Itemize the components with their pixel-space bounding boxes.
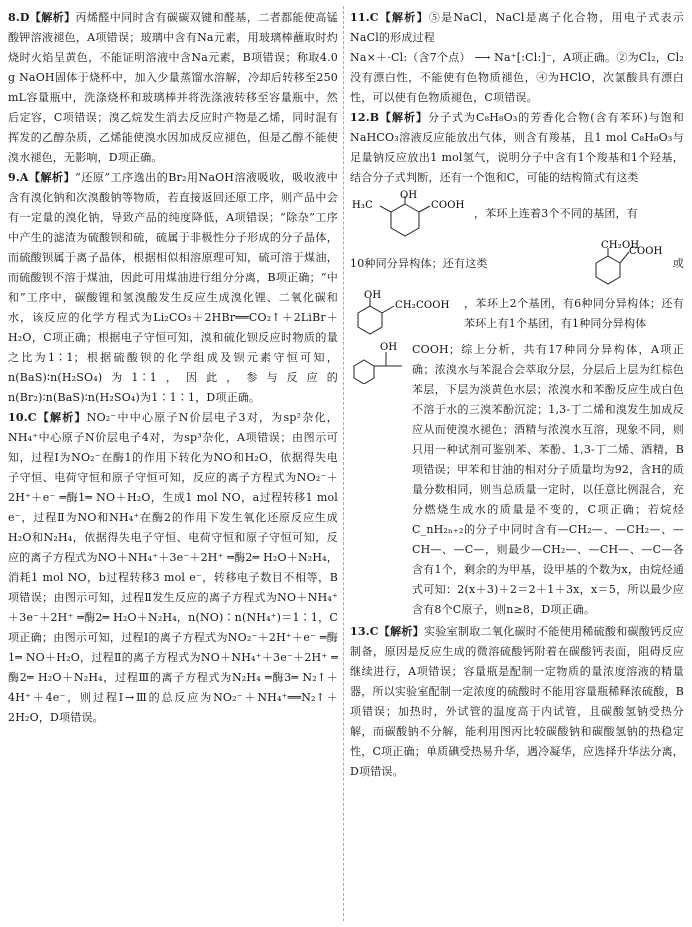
structure-figure-3 (350, 290, 684, 338)
answer-text: NO₂⁻中中心原子N价层电子3对，为sp²杂化，NH₄⁺中心原子N价层电子4对，为sp³杂化，A项错误；由图示可知，过程Ⅰ为NO₂⁻在酶1的作用下转化为NO和H₂O，依据得失电子守恒、电荷守恒和原子守恒可知，反应的离子方程式为NO₂⁻＋2H⁺＋e⁻ ═酶1═ NO＋H₂O，生成1 mol NO，a过程转移1 mol e⁻，过程Ⅱ为NO和NH₄⁺在酶2的作用下发生氧化还原反应生成H₂O和N₂H₄，依据得失电子守恒、电荷守恒和原子守恒可知，反应的离子方程式为NO＋NH₄⁺＋3e⁻＋2H⁺ ═酶2═ H₂O＋N₂H₄，消耗1 mol NO，b过程转移3 mol e⁻，转移电子数目不相等，B项错误；由图示可知，过程Ⅱ发生反应的离子方程式为NO＋NH₄⁺＋3e⁻＋2H⁺ ═酶2═ H₂O＋N₂H₄，n(NO)∶n(NH₄⁺)＝1∶1，C项正确；由图示可知，过程Ⅰ的离子方程式为NO₂⁻＋2H⁺＋e⁻ ═酶1═ NO＋H₂O，过程Ⅱ的离子方程式为NO＋NH₄⁺＋3e⁻＋2H⁺ ═酶2═ H₂O＋N₂H₄，过程Ⅲ的离子方程式为N₂H₄ ═酶3═ N₂↑＋4H⁺＋4e⁻，则过程Ⅰ→Ⅲ的总反应为NO₂⁻＋NH₄⁺══N₂↑＋2H₂O，D项错误。 (8, 411, 338, 724)
answer-text: 实验室制取二氧化碳时不能使用稀硫酸和碳酸钙反应制备，原因是反应生成的微溶硫酸钙附着在碳酸钙表面，阻碍反应继续进行，A项错误；容量瓶是配制一定物质的量浓度溶液的精量器，所以实验室配制一定浓度的硫酸时不能用容量瓶稀释浓硫酸，B项错误；加热时，外试管的温度高于内试管，且碳酸氢钠受热分解，而碳酸钠不分解，能利用图丙比较碳酸钠和碳酸氢钠的热稳定性，C项正确；单质碘受热易升华，遇冷凝华，应选择升华法分离，D项错误。 (350, 625, 684, 778)
right-column (350, 8, 684, 782)
analysis-tag: 【解析】 (379, 111, 429, 124)
answer-text: 丙烯醛中同时含有碳碳双键和醛基，二者都能使高锰酸钾溶液褪色，A项错误；玻璃中含有Na元素，用玻璃棒蘸取时灼烧时火焰呈黄色，不能证明溶液中含Na元素，B项错误；称取4.0 g NaOH固体于烧杯中，加入少量蒸馏水溶解，冷却后转移至250 mL容量瓶中，洗涤烧杯和玻璃棒并将洗涤液转移至容量瓶中，然后定容，C项错误；溴乙烷发生消去反应时产物是乙烯，同时混有挥发的乙醇杂质，乙烯能使溴水因加成反应褪色，但是乙醇不能使溴水褪色，无影响，D项正确。 (8, 11, 338, 164)
structure-figure-4 (350, 340, 684, 620)
label-oh: OH (400, 190, 418, 201)
question-number: 13.C (350, 625, 379, 638)
benzene-ring-icon (583, 240, 673, 288)
label-ch2oh: CH₂OH (600, 240, 640, 251)
answer-q13 (350, 622, 684, 782)
answer-text: 10种同分异构体；还有这类 (350, 257, 488, 270)
analysis-tag: 【解析】 (29, 11, 76, 24)
answer-text: ，苯环上2个基团，有6种同分异构体；还有苯环上有1个基团，有1种同分异构体 (464, 297, 684, 330)
structure-figure-1 (350, 190, 684, 238)
answer-text: COOH；综上分析，共有17种同分异构体，A项正确；浓溴水与苯混合会萃取分层，分层后上层为红棕色苯层，下层为淡黄色水层；浓溴水和苯酚反应生成白色不溶于水的三溴苯酚沉淀；1,3-丁二烯和溴发生加成反应从而使溴水褪色；酒精与浓溴水互溶，现象不同，则只用一种试剂可鉴别苯、苯酚、1,3-丁二烯、酒精，B项错误；甲苯和甘油的相对分子质量均为92，含H的质量分数相同，则当总质量一定时，以任意比例混合，充分燃烧生成水的质量是不变的，C项正确；若烷烃C_nH₂ₙ₊₂的分子中同时含有—CH₂—、—CH₂—、—CH—、—C—，则最少—CH₂—、—CH—、—C—各含有1个，剩余的为甲基，设甲基的个数为x，由烷烃通式可知：2(x＋3)＋2＝2＋1＋3x，x＝5，所以最少应含有8个C原子，则n≥8，D项正确。 (412, 343, 684, 616)
answer-text: 或 (672, 257, 684, 270)
question-number: 11.C (350, 11, 379, 24)
question-number: 10.C (8, 411, 37, 424)
answer-q9 (8, 168, 338, 408)
answer-q11 (350, 8, 684, 108)
benzene-ring-icon (350, 340, 408, 384)
benzene-ring-icon (350, 190, 470, 238)
benzene-ring-icon (350, 290, 460, 338)
label-ch2cooh: CH₂COOH (395, 300, 450, 311)
column-divider (343, 6, 344, 921)
answer-q10 (8, 408, 338, 728)
label-oh: OH (364, 290, 382, 301)
answer-q12 (350, 108, 684, 620)
answer-text: ，A项正确。②为Cl₂，Cl₂没有漂白性，不能使有色物质褪色，④为HClO，次氯酸具有漂白性，可以使有色物质褪色，C项错误。 (350, 51, 684, 104)
structure-figure-2 (350, 240, 684, 288)
label-oh: OH (380, 342, 398, 353)
label-ch3: H₃C (352, 200, 373, 211)
analysis-tag: 【解析】 (378, 625, 425, 638)
answer-text: ⑤是NaCl，NaCl是离子化合物，用电子式表示NaCl的形成过程 (350, 11, 684, 44)
analysis-tag: 【解析】 (28, 171, 76, 184)
answer-text: 分子式为C₈H₈O₃的芳香化合物(含有苯环)与饱和NaHCO₃溶液反应能放出气体，则含有羧基，且1 mol C₈H₈O₃与足量钠反应放出1 mol氢气，说明分子中含有1个羧基和1个羟基，结合分子式判断，还有一个饱和C，可能的结构简式有这类 (350, 111, 684, 184)
left-column (8, 8, 338, 728)
label-cooh: COOH (628, 246, 663, 257)
label-cooh: COOH (431, 200, 465, 211)
question-number: 12.B (350, 111, 380, 124)
answer-text: ，苯环上连着3个不同的基团，有 (474, 207, 638, 220)
electron-formula: Na×＋·Cl:（含7个点） ⟶ Na⁺[:Cl:]⁻ (350, 51, 552, 64)
question-number: 9.A (8, 171, 29, 184)
answer-text: “还原”工序逸出的Br₂用NaOH溶液吸收，吸收液中含有溴化钠和次溴酸钠等物质，若直接返回还原工序，则产品中会有一定量的溴化钠，导致产品的纯度降低，A项错误；“除杂”工序中产生的滤渣为硫酸钡和硫，硫属于非极性分子形成的分子晶体，而硫酸钡属于离子晶体，根据相似相溶原理可知，硫可溶于煤油，而硫酸钡不溶于煤油，因此可用煤油进行组分分离，B项正确；“中和”工序中，碳酸锂和氢溴酸发生反应生成溴化锂、二氧化碳和水，该反应的化学方程式为Li₂CO₃＋2HBr══CO₂↑＋2LiBr＋H₂O，C项正确；根据电子守恒可知，溴和硫化钡反应时物质的量之比为1∶1；根据硫酸钡的化学组成及钡元素守恒可知，n(BaS)∶n(H₂SO₄)为1∶1，因此，参与反应的n(Br₂)∶n(BaS)∶n(H₂SO₄)为1∶1∶1，D项正确。 (8, 171, 338, 404)
analysis-tag: 【解析】 (378, 11, 429, 24)
answer-q8 (8, 8, 338, 168)
analysis-tag: 【解析】 (36, 411, 87, 424)
question-number: 8.D (8, 11, 30, 24)
